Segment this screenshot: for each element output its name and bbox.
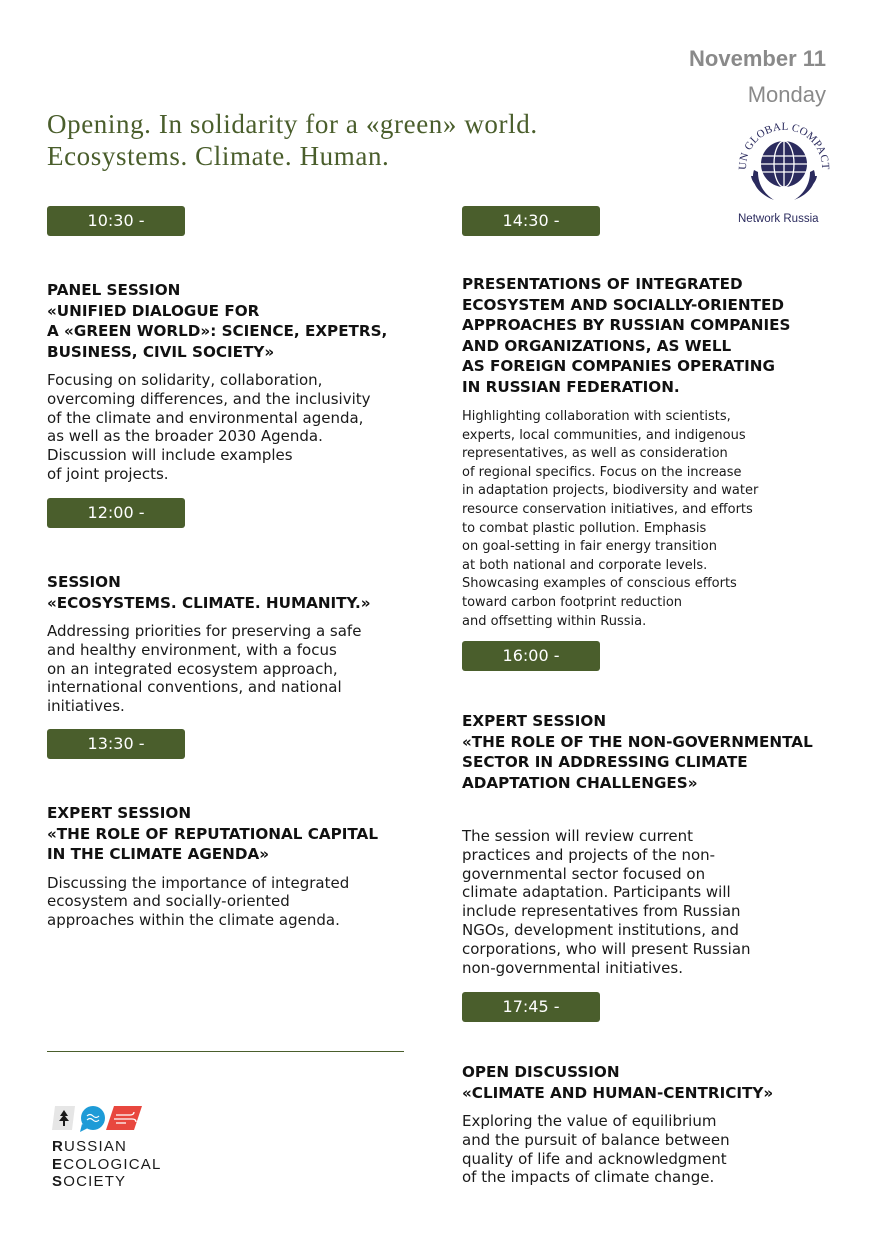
session-title: EXPERT SESSION «THE ROLE OF REPUTATIONAL CAPITAL IN THE CLIMATE AGENDA» xyxy=(47,804,378,863)
page-title xyxy=(47,108,538,172)
res-logo-text xyxy=(52,1138,162,1191)
wind-icon xyxy=(106,1106,142,1130)
session-left-3 xyxy=(47,729,417,930)
session-description: Highlighting collaboration with scientists, experts, local communities, and indigenous representatives, as well as consideration of regional specifics. Focus on the increase in adaptation projects, biodiversity and water resource conservation initiatives, and efforts to combat plastic pollution. Emphasis on goal-setting in fair energy transition at both national and corporate levels. Showcasing examples of conscious efforts toward carbon footprint reduction and offsetting within Russia. xyxy=(462,409,759,629)
session-time-badge: 16:00 - 17:30 xyxy=(462,641,600,671)
session-right-2 xyxy=(462,641,842,977)
session-title: PRESENTATIONS OF INTEGRATED ECOSYSTEM AND SOCIALLY-ORIENTED APPROACHES BY RUSSIAN COMPANIES AND ORGANIZATIONS, AS WELL AS FOREIGN COMPANIES OPERATING IN RUSSIAN FEDERATION. xyxy=(462,275,791,396)
session-title: EXPERT SESSION «THE ROLE OF THE NON-GOVERNMENTAL SECTOR IN ADDRESSING CLIMATE ADAPTATION CHALLENGES» xyxy=(462,712,813,792)
session-title: PANEL SESSION «UNIFIED DIALOGUE FOR A «GREEN WORLD»: SCIENCE, EXPETRS, BUSINESS, CIVIL SOCIETY» xyxy=(47,281,388,361)
res-logo-line-2: ECOLOGICAL xyxy=(52,1155,162,1173)
session-time-badge: 14:30 - 15:45 xyxy=(462,206,600,236)
res-logo-line-1: RUSSIAN xyxy=(52,1138,128,1155)
session-description: Discussing the importance of integrated ecosystem and socially-oriented approaches within the climate agenda. xyxy=(47,873,350,930)
russian-ecological-society-logo xyxy=(52,1104,144,1134)
session-title: SESSION «ECOSYSTEMS. CLIMATE. HUMANITY.» xyxy=(47,573,371,612)
session-time-badge: 10:30 - 11:45 xyxy=(47,206,185,236)
session-description: Exploring the value of equilibrium and the pursuit of balance between quality of life and acknowledgment of the impacts of climate change. xyxy=(462,1112,730,1187)
tree-icon xyxy=(52,1106,75,1130)
ungc-network-label: Network Russia xyxy=(738,213,819,225)
session-description: Focusing on solidarity, collaboration, overcoming differences, and the inclusivity of the climate and environmental agenda, as well as the broader 2030 Agenda. Discussion will include examples of joint projects. xyxy=(47,371,371,483)
res-logo-line-3: SOCIETY xyxy=(52,1173,127,1190)
event-date: November 11 xyxy=(689,46,826,71)
page-title-line-1: Opening. In solidarity for a «green» world. xyxy=(47,109,538,139)
session-time-badge: 12:00 - 13:15 xyxy=(47,498,185,528)
page-title-line-2: Ecosystems. Climate. Human. xyxy=(47,141,390,171)
session-title: OPEN DISCUSSION «CLIMATE AND HUMAN-CENTRICITY» xyxy=(462,1063,774,1102)
session-right-3 xyxy=(462,992,842,1187)
session-description: The session will review current practices and projects of the non- governmental sector focused on climate adaptation. Participants will include representatives from Russian NGOs, development institutions, and corporations, who will present Russian non-governmental initiatives. xyxy=(462,827,751,977)
session-left-2 xyxy=(47,498,417,716)
footer-divider xyxy=(47,1051,404,1052)
water-drop-icon xyxy=(80,1106,105,1132)
session-left-1 xyxy=(47,206,417,484)
session-time-badge: 13:30 - 14:15 xyxy=(47,729,185,759)
session-description: Addressing priorities for preserving a safe and healthy environment, with a focus on an integrated ecosystem approach, international conventions, and national initiatives. xyxy=(47,622,362,716)
session-right-1 xyxy=(462,206,842,631)
ungc-arc-text: UN GLOBAL COMPACT xyxy=(736,120,832,171)
session-time-badge: 17:45 - 19:00 xyxy=(462,992,600,1022)
event-weekday: Monday xyxy=(747,82,826,107)
